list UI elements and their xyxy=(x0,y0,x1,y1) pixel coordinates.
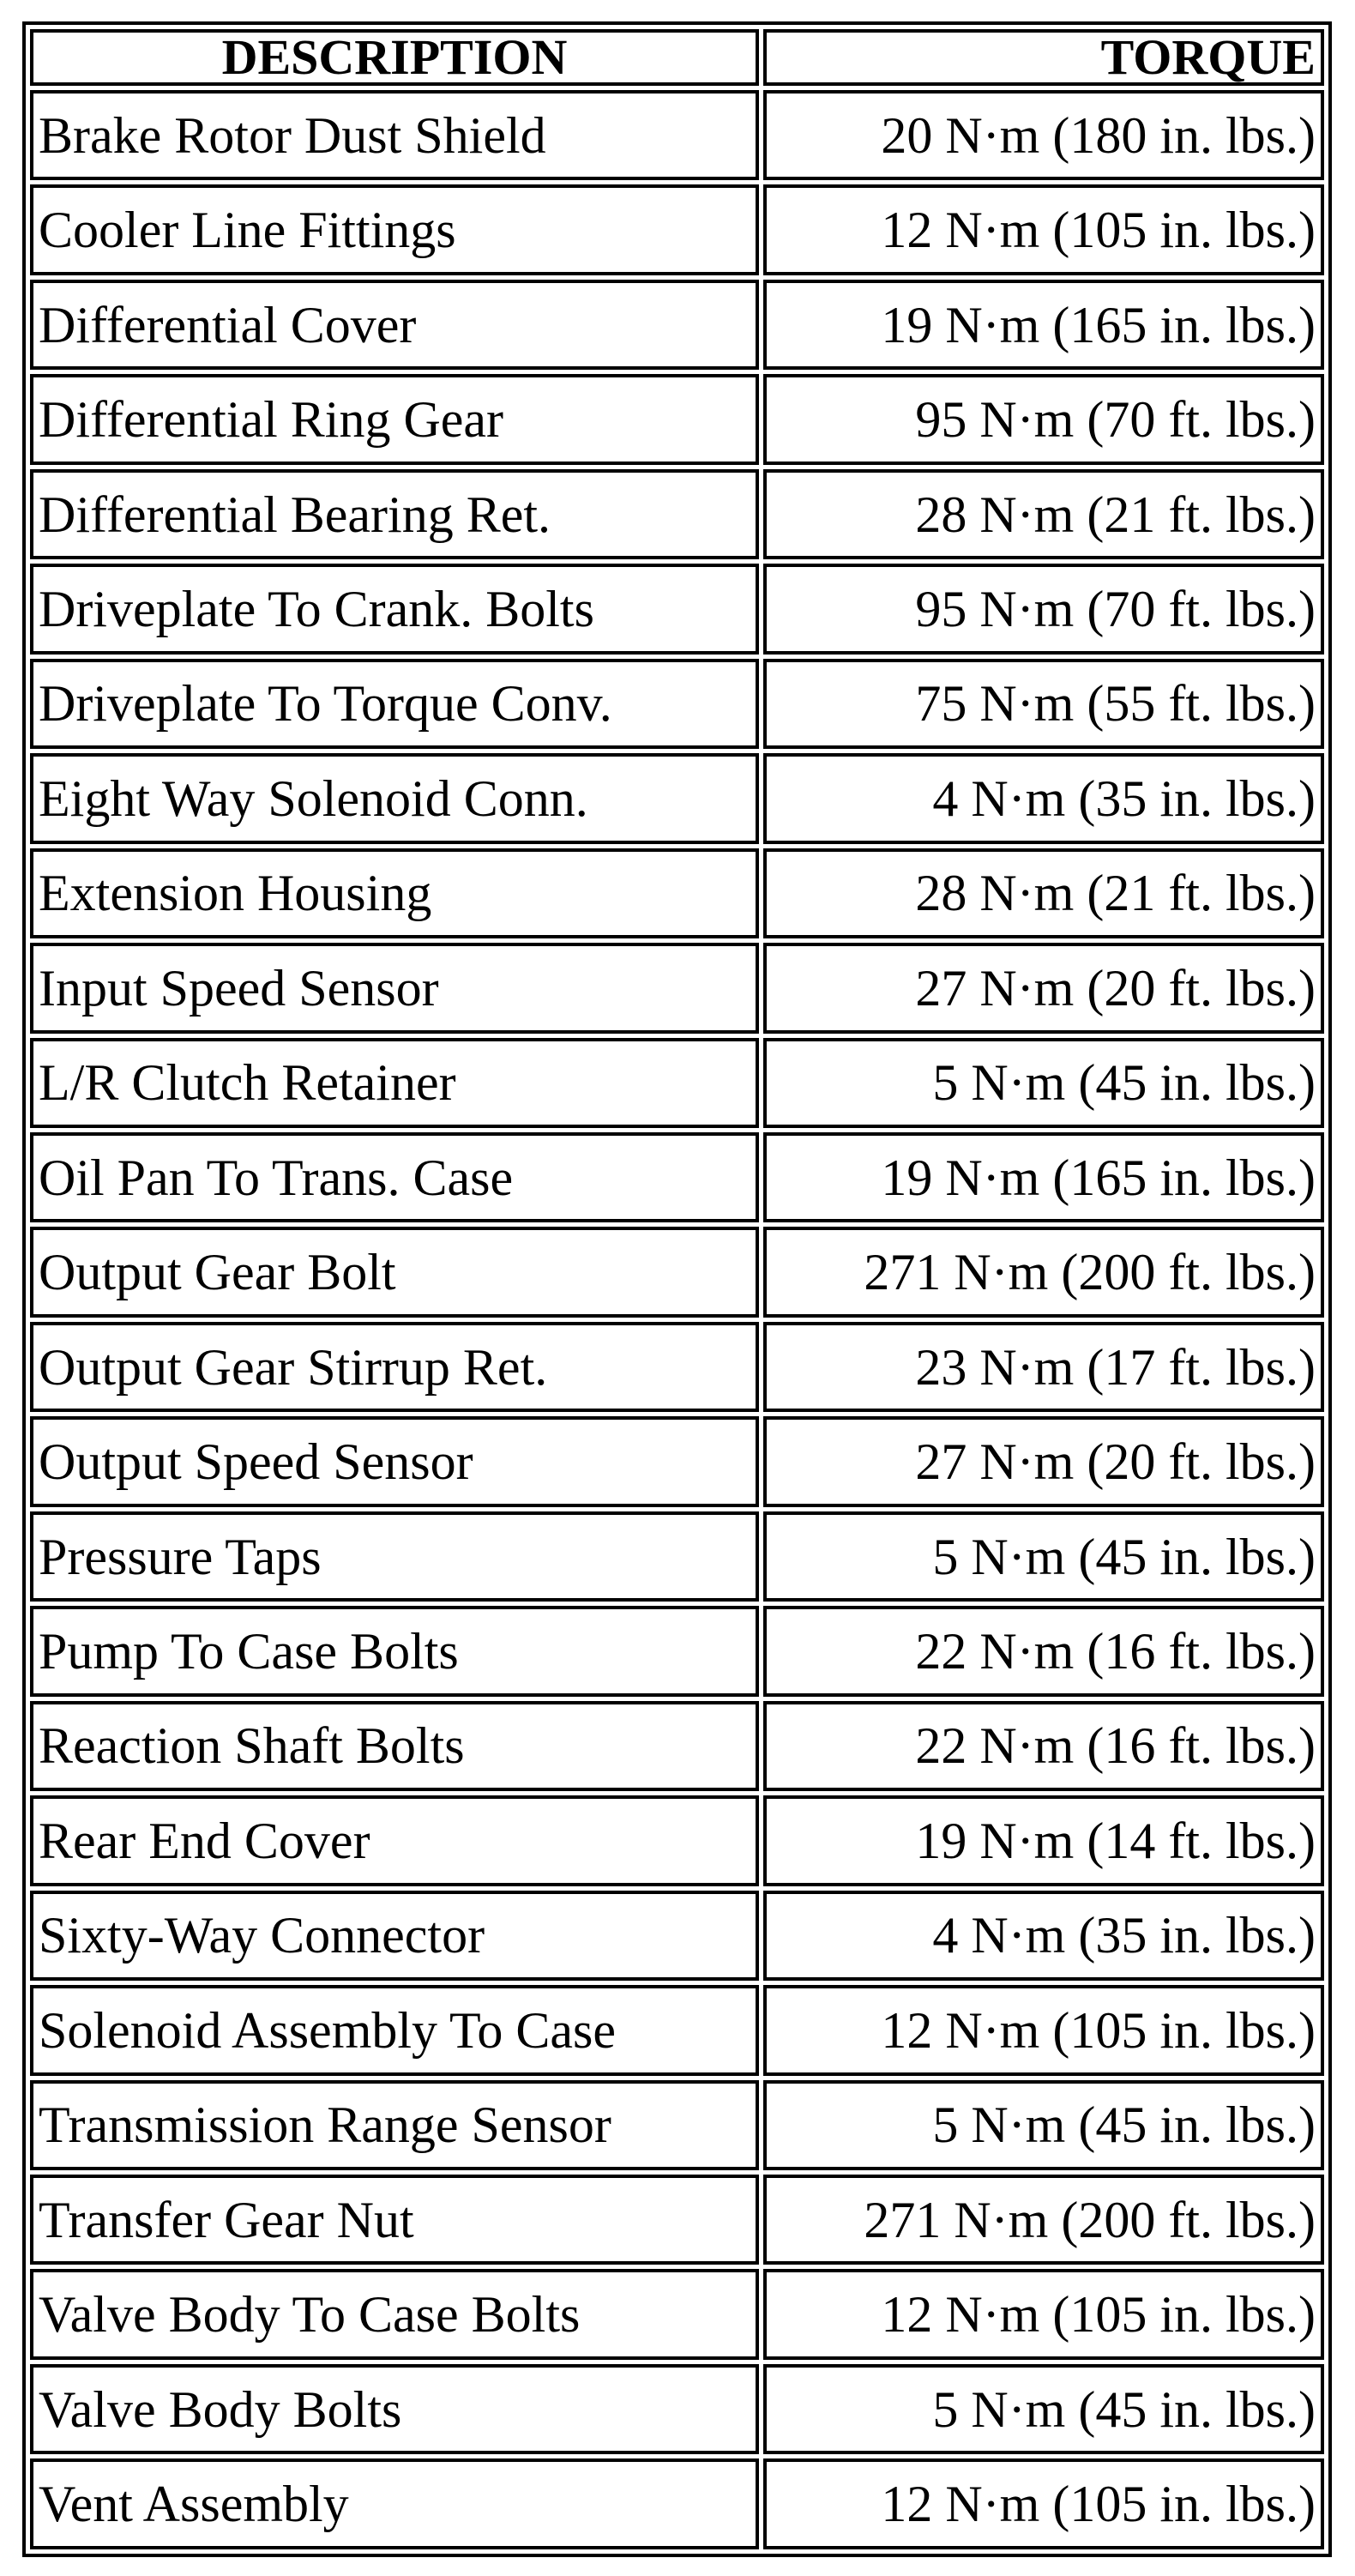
table-row xyxy=(30,2175,1324,2265)
torque-cell: 271 N·m (200 ft. lbs.) xyxy=(763,2175,1324,2265)
description-cell: Transfer Gear Nut xyxy=(30,2175,759,2265)
table-row xyxy=(30,2080,1324,2170)
table-row xyxy=(30,1701,1324,1791)
table-row xyxy=(30,564,1324,654)
table-row xyxy=(30,2458,1324,2549)
torque-cell: 12 N·m (105 in. lbs.) xyxy=(763,184,1324,274)
torque-cell: 4 N·m (35 in. lbs.) xyxy=(763,1891,1324,1981)
torque-cell: 23 N·m (17 ft. lbs.) xyxy=(763,1322,1324,1412)
torque-cell: 27 N·m (20 ft. lbs.) xyxy=(763,1416,1324,1506)
table-row xyxy=(30,280,1324,370)
table-row xyxy=(30,1891,1324,1981)
description-cell: Valve Body Bolts xyxy=(30,2364,759,2454)
table-row xyxy=(30,374,1324,464)
table-header-row xyxy=(30,29,1324,86)
torque-cell: 95 N·m (70 ft. lbs.) xyxy=(763,374,1324,464)
torque-cell: 28 N·m (21 ft. lbs.) xyxy=(763,469,1324,559)
table-row xyxy=(30,943,1324,1033)
table-row xyxy=(30,184,1324,274)
table-row xyxy=(30,1795,1324,1885)
table-body xyxy=(30,90,1324,2549)
description-cell: Vent Assembly xyxy=(30,2458,759,2549)
table-row xyxy=(30,1038,1324,1128)
torque-spec-table xyxy=(22,21,1332,2557)
table-row xyxy=(30,1416,1324,1506)
torque-cell: 19 N·m (165 in. lbs.) xyxy=(763,280,1324,370)
description-cell: Brake Rotor Dust Shield xyxy=(30,90,759,180)
table-row xyxy=(30,659,1324,749)
torque-cell: 22 N·m (16 ft. lbs.) xyxy=(763,1606,1324,1696)
torque-cell: 271 N·m (200 ft. lbs.) xyxy=(763,1227,1324,1317)
torque-cell: 22 N·m (16 ft. lbs.) xyxy=(763,1701,1324,1791)
table-row xyxy=(30,90,1324,180)
description-cell: Sixty-Way Connector xyxy=(30,1891,759,1981)
description-cell: Oil Pan To Trans. Case xyxy=(30,1132,759,1222)
table-row xyxy=(30,469,1324,559)
description-cell: Pump To Case Bolts xyxy=(30,1606,759,1696)
torque-cell: 19 N·m (165 in. lbs.) xyxy=(763,1132,1324,1222)
description-cell: Driveplate To Crank. Bolts xyxy=(30,564,759,654)
table-row xyxy=(30,848,1324,938)
torque-cell: 19 N·m (14 ft. lbs.) xyxy=(763,1795,1324,1885)
table-row xyxy=(30,1511,1324,1602)
description-cell: Extension Housing xyxy=(30,848,759,938)
description-cell: Transmission Range Sensor xyxy=(30,2080,759,2170)
description-cell: Reaction Shaft Bolts xyxy=(30,1701,759,1791)
description-cell: Valve Body To Case Bolts xyxy=(30,2269,759,2359)
table-row xyxy=(30,1322,1324,1412)
torque-cell: 27 N·m (20 ft. lbs.) xyxy=(763,943,1324,1033)
table-row xyxy=(30,1985,1324,2075)
torque-cell: 12 N·m (105 in. lbs.) xyxy=(763,2458,1324,2549)
torque-cell: 28 N·m (21 ft. lbs.) xyxy=(763,848,1324,938)
table-row xyxy=(30,1227,1324,1317)
description-cell: Rear End Cover xyxy=(30,1795,759,1885)
table-row xyxy=(30,1132,1324,1222)
description-cell: Driveplate To Torque Conv. xyxy=(30,659,759,749)
description-cell: Differential Cover xyxy=(30,280,759,370)
table-row xyxy=(30,2364,1324,2454)
description-cell: Differential Bearing Ret. xyxy=(30,469,759,559)
description-cell: L/R Clutch Retainer xyxy=(30,1038,759,1128)
torque-cell: 4 N·m (35 in. lbs.) xyxy=(763,753,1324,843)
description-cell: Differential Ring Gear xyxy=(30,374,759,464)
description-cell: Input Speed Sensor xyxy=(30,943,759,1033)
description-cell: Output Gear Stirrup Ret. xyxy=(30,1322,759,1412)
torque-cell: 5 N·m (45 in. lbs.) xyxy=(763,2080,1324,2170)
torque-column-header: TORQUE xyxy=(763,29,1324,86)
description-cell: Output Speed Sensor xyxy=(30,1416,759,1506)
torque-cell: 5 N·m (45 in. lbs.) xyxy=(763,1038,1324,1128)
torque-cell: 5 N·m (45 in. lbs.) xyxy=(763,1511,1324,1602)
table-row xyxy=(30,753,1324,843)
torque-cell: 12 N·m (105 in. lbs.) xyxy=(763,1985,1324,2075)
torque-cell: 5 N·m (45 in. lbs.) xyxy=(763,2364,1324,2454)
torque-cell: 20 N·m (180 in. lbs.) xyxy=(763,90,1324,180)
description-column-header: DESCRIPTION xyxy=(30,29,759,86)
torque-cell: 95 N·m (70 ft. lbs.) xyxy=(763,564,1324,654)
description-cell: Eight Way Solenoid Conn. xyxy=(30,753,759,843)
torque-cell: 12 N·m (105 in. lbs.) xyxy=(763,2269,1324,2359)
description-cell: Solenoid Assembly To Case xyxy=(30,1985,759,2075)
description-cell: Pressure Taps xyxy=(30,1511,759,1602)
description-cell: Output Gear Bolt xyxy=(30,1227,759,1317)
description-cell: Cooler Line Fittings xyxy=(30,184,759,274)
table-row xyxy=(30,2269,1324,2359)
torque-cell: 75 N·m (55 ft. lbs.) xyxy=(763,659,1324,749)
table-row xyxy=(30,1606,1324,1696)
